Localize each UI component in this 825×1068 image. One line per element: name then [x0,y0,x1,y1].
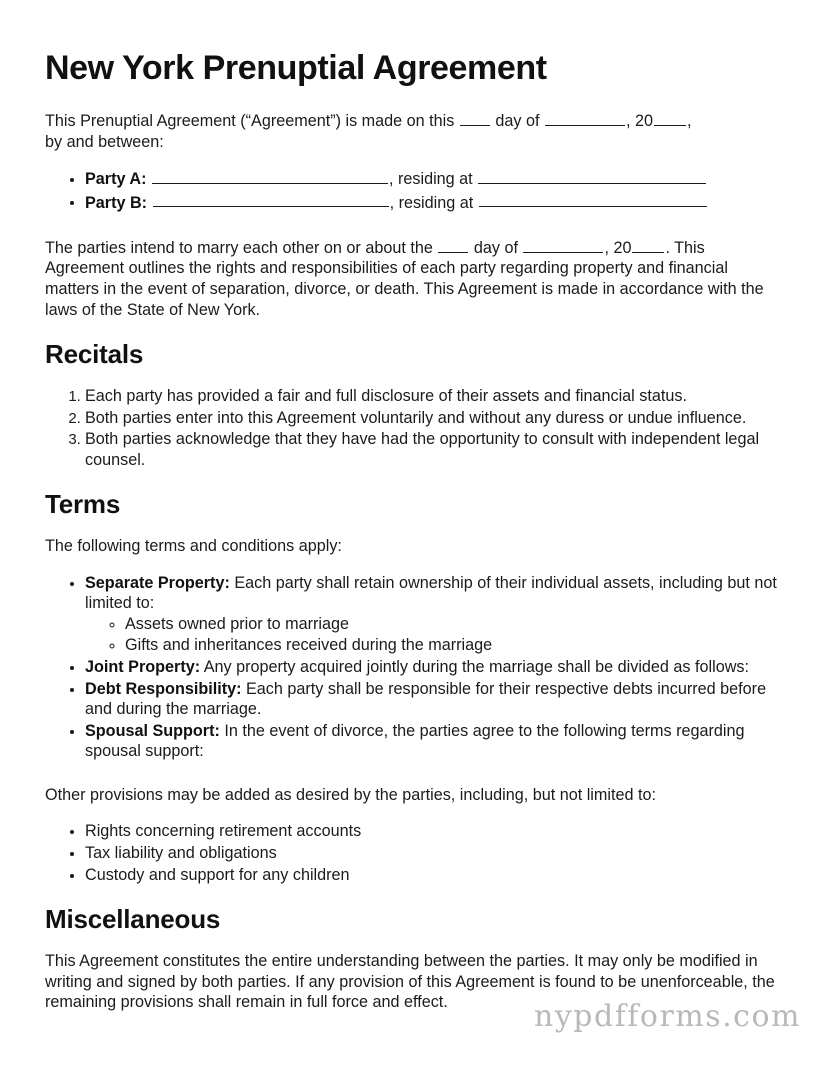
list-item [85,168,780,189]
term-text-spousal-support: In the event of divorce, the parties agree to the following terms regarding spousal support: [85,721,745,761]
marriage-year-blank [632,237,664,253]
list-item [85,192,780,213]
intro-year-blank [654,110,686,126]
list-item [85,721,780,762]
party-a-name-blank [152,168,388,184]
marriage-month-blank [523,237,603,253]
list-item: 1. Each party has provided a fair and full disclosure of their assets and financial status. [85,386,780,407]
party-b-residing-label: , residing at [389,193,474,212]
intro-text-part5: by and between: [45,132,164,151]
party-list [45,168,780,213]
party-b-name-blank [153,192,389,208]
section-heading-miscellaneous: Miscellaneous [45,904,221,935]
other-provisions-paragraph: Other provisions may be added as desired by the parties, including, but not limited to: [45,785,656,804]
list-item: ◦ Assets owned prior to marriage [125,614,780,635]
marriage-text-part1: The parties intend to marry each other on or about the [45,238,433,257]
marriage-paragraph [45,237,780,320]
marriage-text-part4: . This Agreement outlines the rights and responsibilities of each party regarding property and financial matters in the event of separation, divorce, or death. This Agreement is made in accordance with the laws of the State of New York. [45,238,764,319]
list-item: • Tax liability and obligations [85,843,780,864]
page-title: New York Prenuptial Agreement [45,49,547,87]
intro-text-part4: , [687,111,692,130]
party-b-address-blank [479,192,707,208]
party-a-label: Party A: [85,170,147,188]
intro-text-part2: day of [495,111,540,130]
marriage-day-blank [438,237,468,253]
term-label-separate-property: Separate Property: [85,573,230,592]
term-text-debt-responsibility: Each party shall be responsible for their respective debts incurred before and during the marriage. [85,679,767,719]
list-item: 3. Both parties acknowledge that they have had the opportunity to consult with independent legal counsel. [85,429,780,470]
intro-day-blank [460,110,490,126]
marriage-text-part3: , 20 [604,238,632,257]
list-item: 2. Both parties enter into this Agreement voluntarily and without any duress or undue influence. [85,408,780,429]
section-heading-terms: Terms [45,489,121,520]
list-item [85,573,780,656]
separate-property-sublist [85,614,780,656]
intro-month-blank [545,110,625,126]
section-heading-recitals: Recitals [45,339,144,370]
list-item: • Custody and support for any children [85,865,780,886]
party-b-label: Party B: [85,193,148,212]
term-label-joint-property: Joint Property: [85,658,201,676]
intro-text-part3: , 20 [625,111,653,130]
recitals-list [45,386,780,470]
term-text-joint-property: Any property acquired jointly during the marriage shall be divided as follows: [200,658,749,676]
list-item: • Rights concerning retirement accounts [85,821,780,842]
term-label-spousal-support: Spousal Support: [85,721,220,740]
term-text-separate-property: Each party shall retain ownership of their individual assets, including but not limited to: [85,573,777,613]
list-item: ◦ Gifts and inheritances received during the marriage [125,635,780,656]
terms-list [45,573,780,762]
party-a-address-blank [478,168,706,184]
intro-text-part1: This Prenuptial Agreement (“Agreement”) is made on this [45,111,455,130]
marriage-text-part2: day of [473,238,518,257]
other-provisions-list [45,821,780,885]
miscellaneous-paragraph: This Agreement constitutes the entire understanding between the parties. It may only be modified in writing and signed by both parties. If any provision of this Agreement is found to be unenforceable, the remaining provisions shall remain in full force and effect. [45,951,775,1012]
watermark: nypdfforms.com [534,999,801,1034]
term-label-debt-responsibility: Debt Responsibility: [85,679,242,698]
list-item [85,679,780,720]
intro-paragraph [45,110,780,152]
terms-lead-paragraph: The following terms and conditions apply: [45,537,342,556]
list-item [85,657,780,678]
party-a-residing-label: , residing at [388,170,473,188]
